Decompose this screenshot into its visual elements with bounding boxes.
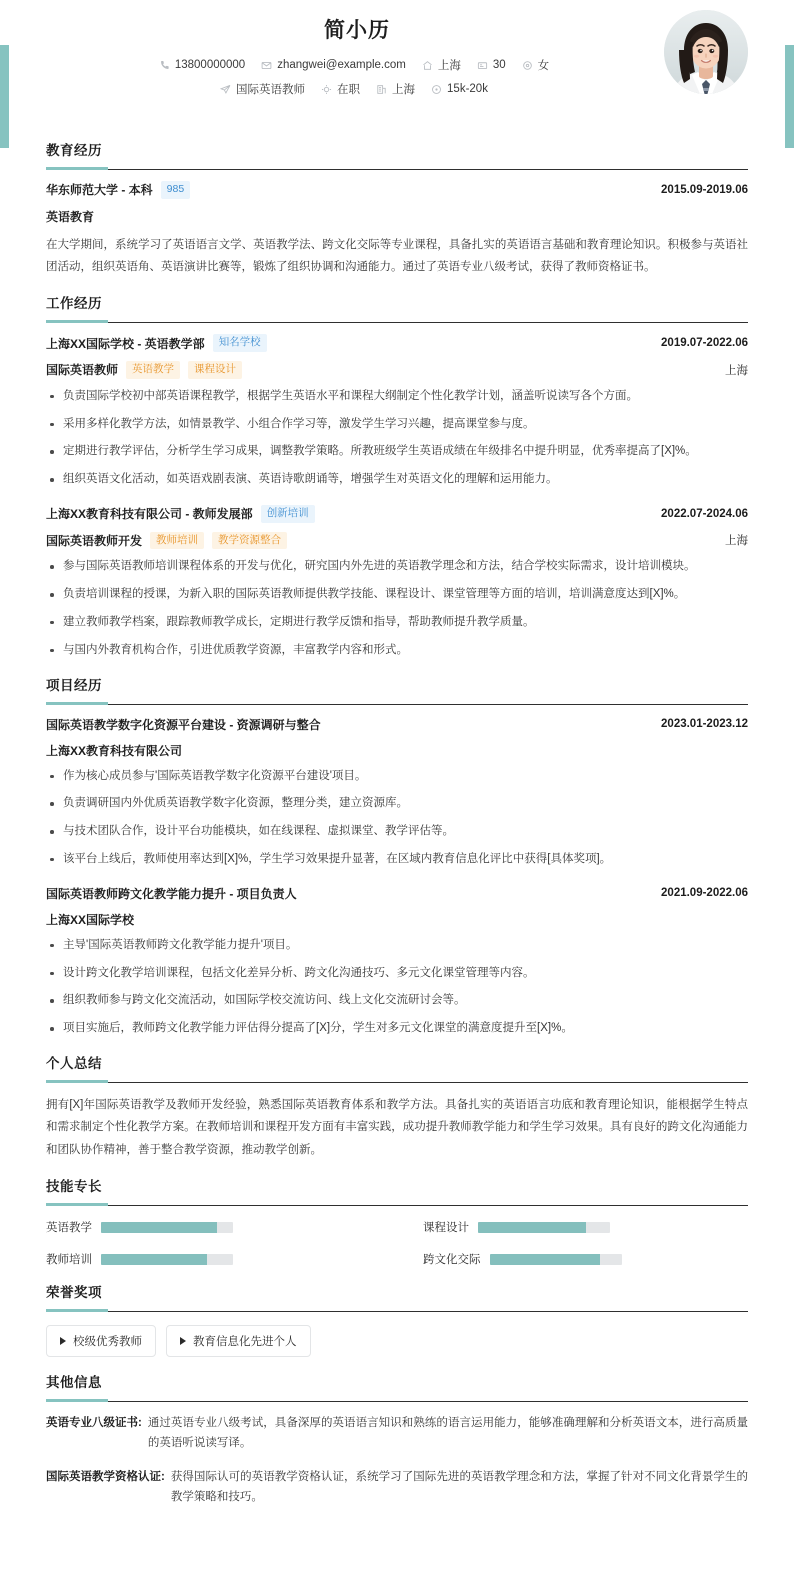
skill-progress-track [478, 1222, 610, 1233]
section-education [46, 139, 748, 278]
section-header-summary [46, 1052, 748, 1083]
work-date: 2022.07-2024.06 [661, 507, 748, 520]
list-item: 组织教师参与跨文化交流活动，如国际学校交流访问、线上文化交流研讨会等。 [46, 992, 748, 1010]
project-company-line [46, 742, 748, 759]
section-title-education: 教育经历 [46, 143, 102, 158]
project-name: 国际英语教学数字化资源平台建设 - 资源调研与整合 [46, 717, 321, 732]
play-triangle-icon [60, 1337, 66, 1345]
education-major: 英语教育 [46, 209, 95, 224]
list-item: 与国内外教育机构合作，引进优质教学资源，丰富教学内容和形式。 [46, 642, 748, 660]
salary-icon [431, 84, 442, 95]
list-item: 负责国际学校初中部英语课程教学，根据学生英语水平和课程大纲制定个性化教学计划，涵盖听说读写各个方面。 [46, 388, 748, 406]
work-entry [46, 334, 748, 489]
section-header-project [46, 674, 748, 705]
work-location: 上海 [725, 535, 748, 548]
section-header-work [46, 292, 748, 323]
project-bullets [46, 937, 748, 1038]
awards-list [46, 1323, 748, 1357]
list-item: 项目实施后，教师跨文化教学能力评估得分提高了[X]分，学生对多元文化课堂的满意度提升至[X]%。 [46, 1020, 748, 1038]
award-chip[interactable] [46, 1325, 156, 1357]
work-role: 国际英语教师开发 [46, 533, 143, 548]
skill-progress-fill [478, 1222, 586, 1233]
education-school: 华东师范大学 - 本科 [46, 183, 153, 198]
page-title: 简小历 [324, 19, 390, 42]
paper-plane-icon [220, 84, 231, 95]
work-company: 上海XX国际学校 - 英语教学部 [46, 336, 205, 351]
skill-item [46, 1219, 371, 1235]
list-item: 作为核心成员参与'国际英语教学数字化资源平台建设'项目。 [46, 768, 748, 786]
project-company-line [46, 911, 748, 928]
section-rule [46, 1082, 748, 1083]
skill-label: 教师培训 [46, 1254, 92, 1267]
contact-email [261, 59, 406, 71]
skill-label: 课程设计 [423, 1222, 469, 1235]
list-item: 定期进行教学评估，分析学生学习成果，调整教学策略。所教班级学生英语成绩在年级排名中提升明显，优秀率提高了[X]%。 [46, 443, 748, 461]
project-company: 上海XX国际学校 [46, 912, 135, 927]
work-entry [46, 505, 748, 660]
skill-label: 英语教学 [46, 1222, 92, 1235]
job-title-text: 国际英语教师 [236, 84, 306, 96]
list-item: 该平台上线后，教师使用率达到[X]%，学生学习效果提升显著，在区域内教育信息化评比中获得[具体奖项]。 [46, 851, 748, 869]
project-entry [46, 885, 748, 1038]
list-item: 与技术团队合作，设计平台功能模块，如在线课程、虚拟课堂、教学评估等。 [46, 823, 748, 841]
section-rule [46, 1205, 748, 1206]
work-company: 上海XX教育科技有限公司 - 教师发展部 [46, 507, 253, 522]
list-item: 主导'国际英语教师跨文化教学能力提升'项目。 [46, 937, 748, 955]
education-badge: 985 [161, 181, 191, 199]
award-label: 校级优秀教师 [73, 1336, 142, 1349]
work-tag: 课程设计 [188, 361, 242, 379]
contact-gender-text: 女 [537, 60, 550, 72]
list-item: 参与国际英语教师培训课程体系的开发与优化，研究国内外先进的英语教学理念和方法，结合学校实际需求，设计培训模块。 [46, 558, 748, 576]
section-accent [46, 320, 108, 323]
education-date: 2015.09-2019.06 [661, 183, 748, 196]
section-header-other [46, 1371, 748, 1402]
section-header-skills [46, 1175, 748, 1206]
section-accent [46, 167, 108, 170]
education-major-line [46, 208, 748, 225]
job-city-item [376, 81, 415, 97]
status-icon [321, 84, 332, 95]
project-date: 2023.01-2023.12 [661, 718, 748, 731]
work-tag: 英语教学 [126, 361, 180, 379]
section-title-skills: 技能专长 [46, 1179, 102, 1195]
education-entry [46, 181, 748, 278]
work-org-group [46, 334, 267, 352]
work-entry-headline [46, 334, 748, 352]
education-org-group [46, 181, 190, 199]
section-accent [46, 1203, 108, 1206]
section-title-project: 项目经历 [46, 677, 102, 693]
other-info-item [46, 1413, 748, 1453]
list-item: 设计跨文化教学培训课程，包括文化差异分析、跨文化沟通技巧、多元文化课堂管理等内容。 [46, 965, 748, 983]
building-icon [376, 84, 387, 95]
list-item: 建立教师教学档案，跟踪教师教学成长，定期进行教学反馈和指导，帮助教师提升教学质量。 [46, 614, 748, 632]
section-header-education [46, 139, 748, 170]
job-status-item [321, 81, 360, 97]
play-triangle-icon [180, 1337, 186, 1345]
contact-gender [522, 57, 550, 73]
skill-progress-track [101, 1222, 233, 1233]
section-skills [46, 1175, 748, 1267]
salary-item [431, 83, 488, 95]
skill-progress-fill [101, 1254, 207, 1265]
job-status-text: 在职 [337, 84, 361, 96]
work-entry-headline [46, 505, 748, 523]
section-accent [46, 1309, 108, 1312]
contact-phone-text: 13800000000 [174, 59, 246, 71]
section-rule [46, 1311, 748, 1312]
project-entry [46, 716, 748, 869]
work-badge: 知名学校 [213, 334, 267, 352]
work-role-group [46, 361, 242, 379]
skill-item [423, 1251, 748, 1267]
contact-city [422, 57, 461, 73]
job-title-item [220, 81, 305, 97]
other-info-item [46, 1467, 748, 1507]
section-accent [46, 1080, 108, 1083]
work-role: 国际英语教师 [46, 363, 119, 378]
project-entry-headline [46, 716, 748, 733]
home-icon [422, 60, 433, 71]
other-info-text: 获得国际认可的英语教学资格认证，系统学习了国际先进的英语教学理念和方法，掌握了针对不同文化背景学生的教学策略和技巧。 [170, 1470, 748, 1503]
section-title-awards: 荣誉奖项 [46, 1285, 102, 1301]
section-accent [46, 1399, 108, 1402]
salary-text: 15k-20k [447, 83, 488, 95]
section-title-summary: 个人总结 [46, 1056, 102, 1072]
work-role-group [46, 532, 287, 550]
skill-label: 跨文化交际 [423, 1254, 481, 1267]
skill-progress-track [101, 1254, 233, 1265]
work-badge: 创新培训 [261, 505, 315, 523]
award-label: 教育信息化先进个人 [193, 1336, 297, 1349]
list-item: 组织英语文化活动，如英语戏剧表演、英语诗歌朗诵等，增强学生对英语文化的理解和运用能力。 [46, 471, 748, 489]
gender-icon [522, 60, 533, 71]
section-rule [46, 1401, 748, 1402]
project-bullets [46, 768, 748, 869]
section-project [46, 674, 748, 1039]
job-city-text: 上海 [392, 84, 416, 96]
project-company: 上海XX教育科技有限公司 [46, 743, 183, 758]
summary-text: 拥有[X]年国际英语教学及教师开发经验，熟悉国际英语教育体系和教学方法。具备扎实的英语语言功底和教育理论知识，能根据学生特点和需求制定个性化教学方案。在教师培训和课程开发方面有丰富实践，成功提升教师教学能力和学生学习效果。具有良好的跨文化沟通能力和团队协作精神，善于整合教学资源，推动教学创新。 [46, 1099, 748, 1156]
work-bullets [46, 388, 748, 489]
section-accent [46, 702, 108, 705]
section-work [46, 292, 748, 659]
avatar [664, 10, 748, 94]
job-intent-row [46, 81, 748, 97]
section-rule [46, 704, 748, 705]
work-role-line [46, 532, 748, 550]
work-tag: 教师培训 [150, 532, 204, 550]
section-awards [46, 1281, 748, 1357]
work-bullets [46, 558, 748, 659]
work-role-line [46, 361, 748, 379]
contact-city-text: 上海 [437, 60, 461, 72]
skill-progress-fill [101, 1222, 217, 1233]
work-tag: 教学资源整合 [212, 532, 287, 550]
work-date: 2019.07-2022.06 [661, 337, 748, 350]
contact-phone [159, 59, 245, 71]
resume-header [46, 0, 748, 125]
contact-age-text: 30 [492, 59, 506, 71]
skill-item [46, 1251, 371, 1267]
section-summary [46, 1052, 748, 1161]
contact-email-text: zhangwei@example.com [277, 59, 406, 71]
section-title-work: 工作经历 [46, 296, 102, 312]
project-date: 2021.09-2022.06 [661, 887, 748, 900]
skill-progress-track [490, 1254, 622, 1265]
education-description: 在大学期间，系统学习了英语语言文学、英语教学法、跨文化交际等专业课程，具备扎实的英语语言基础和教育理论知识。积极参与英语社团活动，组织英语角、英语演讲比赛等，锻炼了组织协调和沟通能力。通过了英语专业八级考试，获得了教师资格证书。 [46, 238, 748, 274]
mail-icon [261, 60, 272, 71]
other-info-text: 通过英语专业八级考试，具备深厚的英语语言知识和熟练的语言运用能力，能够准确理解和分析英语文本，进行高质量的英语听说读写译。 [147, 1417, 748, 1450]
section-title-other: 其他信息 [46, 1375, 102, 1391]
contact-row [46, 57, 748, 73]
skills-grid [46, 1217, 748, 1267]
skill-progress-fill [490, 1254, 601, 1265]
section-header-awards [46, 1281, 748, 1312]
section-rule [46, 169, 748, 170]
project-entry-headline [46, 885, 748, 902]
id-card-icon [477, 60, 488, 71]
other-info-label: 国际英语教学资格认证: [46, 1470, 165, 1483]
award-chip[interactable] [166, 1325, 311, 1357]
other-info-label: 英语专业八级证书: [46, 1417, 142, 1430]
section-rule [46, 322, 748, 323]
work-location: 上海 [725, 364, 748, 377]
section-other [46, 1371, 748, 1507]
contact-age [477, 59, 506, 71]
list-item: 负责调研国内外优质英语教学数字化资源，整理分类，建立资源库。 [46, 795, 748, 813]
project-name: 国际英语教师跨文化教学能力提升 - 项目负责人 [46, 886, 297, 901]
work-org-group [46, 505, 315, 523]
phone-icon [159, 60, 170, 71]
list-item: 采用多样化教学方法，如情景教学、小组合作学习等，激发学生学习兴趣，提高课堂参与度。 [46, 416, 748, 434]
skill-item [423, 1219, 748, 1235]
list-item: 负责培训课程的授课，为新入职的国际英语教师提供教学技能、课程设计、课堂管理等方面的培训，培训满意度达到[X]%。 [46, 586, 748, 604]
education-entry-headline [46, 181, 748, 199]
